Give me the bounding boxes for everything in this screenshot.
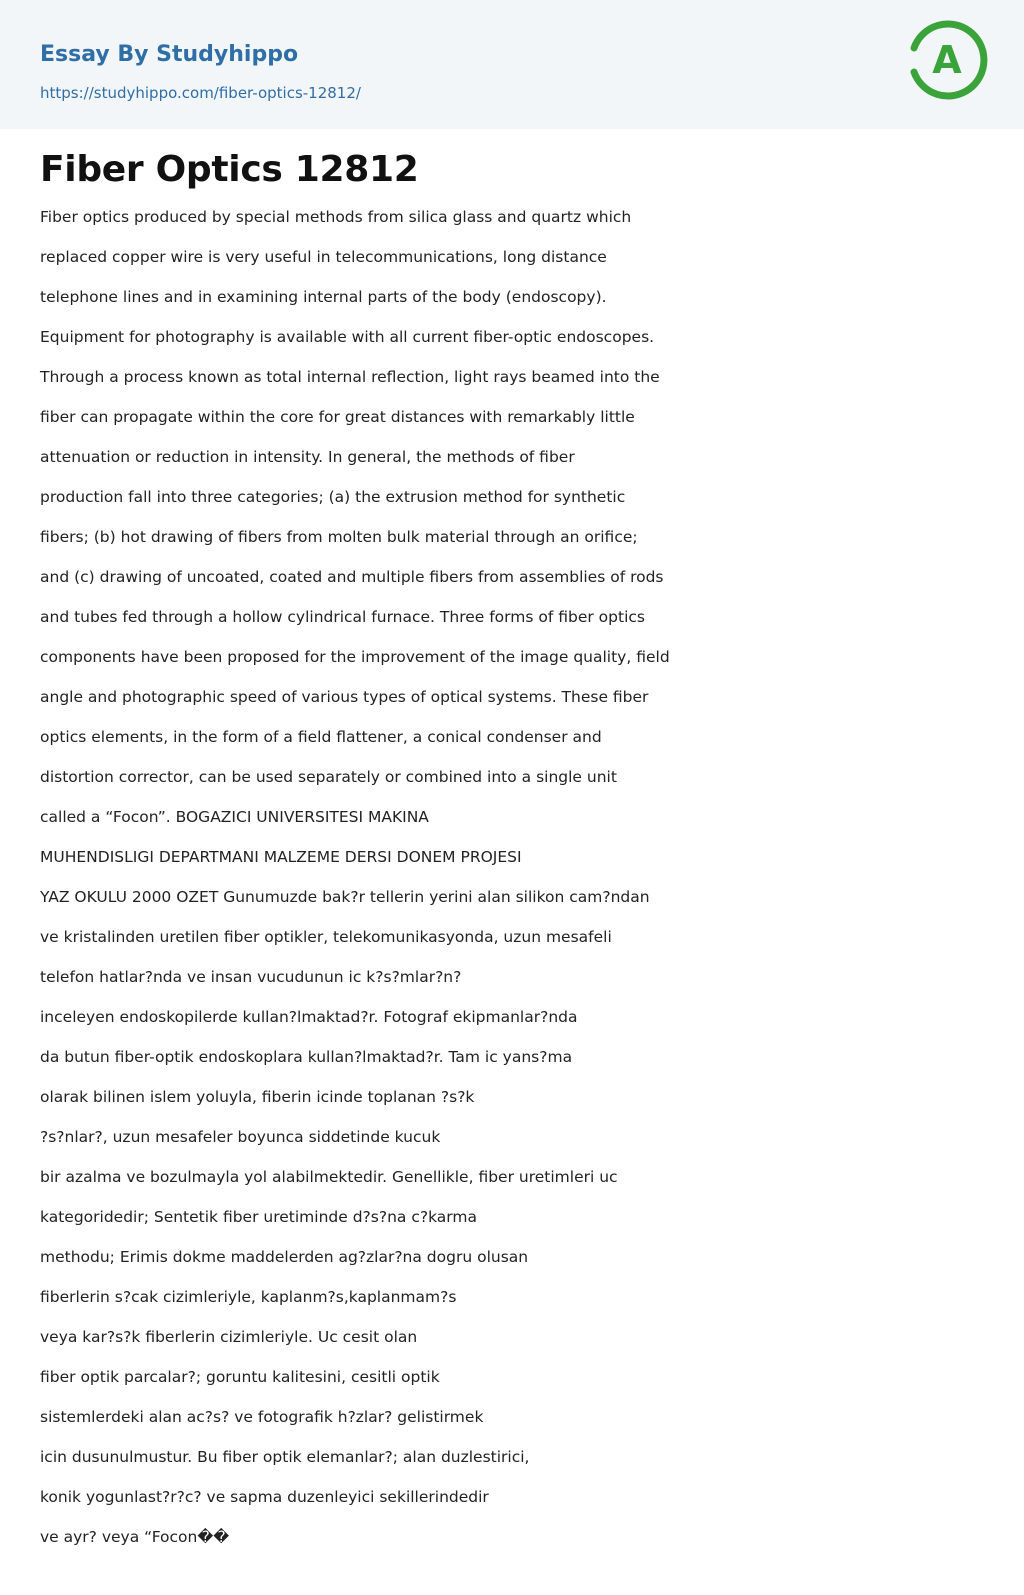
essay-line: and tubes fed through a hollow cylindrical furnace. Three forms of fiber optics (40, 608, 645, 626)
essay-line: bir azalma ve bozulmayla yol alabilmektedir. Genellikle, fiber uretimleri uc (40, 1168, 618, 1186)
essay-content (0, 129, 1024, 1557)
essay-body (40, 197, 984, 1557)
essay-line: angle and photographic speed of various types of optical systems. These fiber (40, 688, 649, 706)
essay-line: da butun fiber-optik endoskoplara kullan?lmaktad?r. Tam ic yans?ma (40, 1048, 573, 1066)
logo-letter: A (932, 38, 962, 82)
essay-line: fiber can propagate within the core for great distances with remarkably little (40, 408, 635, 426)
essay-line: attenuation or reduction in intensity. In general, the methods of fiber (40, 448, 575, 466)
essay-line: YAZ OKULU 2000 OZET Gunumuzde bak?r tellerin yerini alan silikon cam?ndan (40, 888, 650, 906)
essay-line: methodu; Erimis dokme maddelerden ag?zlar?na dogru olusan (40, 1248, 529, 1266)
essay-line: optics elements, in the form of a field flattener, a conical condenser and (40, 728, 602, 746)
essay-line: telefon hatlar?nda ve insan vucudunun ic k?s?mlar?n? (40, 968, 462, 986)
essay-line: veya kar?s?k fiberlerin cizimleriyle. Uc cesit olan (40, 1328, 418, 1346)
essay-title: Fiber Optics 12812 (40, 149, 419, 190)
essay-line: olarak bilinen islem yoluyla, fiberin icinde toplanan ?s?k (40, 1088, 475, 1106)
essay-line: Through a process known as total internal reflection, light rays beamed into the (40, 368, 660, 386)
site-header (0, 0, 1024, 129)
essay-line: ?s?nlar?, uzun mesafeler boyunca siddetinde kucuk (40, 1128, 441, 1146)
essay-line: production fall into three categories; (a) the extrusion method for synthetic (40, 488, 626, 506)
essay-line: sistemlerdeki alan ac?s? ve fotografik h?zlar? gelistirmek (40, 1408, 484, 1426)
essay-line: components have been proposed for the improvement of the image quality, field (40, 648, 670, 666)
essay-line: MUHENDISLIGI DEPARTMANI MALZEME DERSI DONEM PROJESI (40, 848, 522, 866)
essay-line: replaced copper wire is very useful in telecommunications, long distance (40, 248, 607, 266)
essay-line: ve ayr? veya “Focon�� (40, 1528, 230, 1546)
essay-line: Fiber optics produced by special methods from silica glass and quartz which (40, 208, 632, 226)
essay-line: fibers; (b) hot drawing of fibers from molten bulk material through an orifice; (40, 528, 638, 546)
essay-line: distortion corrector, can be used separately or combined into a single unit (40, 768, 617, 786)
essay-line: telephone lines and in examining internal parts of the body (endoscopy). (40, 288, 607, 306)
essay-line: called a “Focon”. BOGAZICI UNIVERSITESI MAKINA (40, 808, 429, 826)
brand-title[interactable]: Essay By Studyhippo (40, 42, 299, 67)
essay-line: ve kristalinden uretilen fiber optikler, telekomunikasyonda, uzun mesafeli (40, 928, 612, 946)
essay-line: fiberlerin s?cak cizimleriyle, kaplanm?s,kaplanmam?s (40, 1288, 457, 1306)
essay-line: konik yogunlast?r?c? ve sapma duzenleyici sekillerindedir (40, 1488, 489, 1506)
essay-line: kategoridedir; Sentetik fiber uretiminde d?s?na c?karma (40, 1208, 477, 1226)
essay-line: icin dusunulmustur. Bu fiber optik elemanlar?; alan duzlestirici, (40, 1448, 530, 1466)
essay-url-link[interactable]: https://studyhippo.com/fiber-optics-12812/ (40, 84, 361, 102)
studyhippo-logo-icon[interactable] (906, 18, 990, 102)
essay-line: fiber optik parcalar?; goruntu kalitesini, cesitli optik (40, 1368, 440, 1386)
essay-line: Equipment for photography is available with all current fiber-optic endoscopes. (40, 328, 655, 346)
essay-line: inceleyen endoskopilerde kullan?lmaktad?r. Fotograf ekipmanlar?nda (40, 1008, 578, 1026)
essay-line: and (c) drawing of uncoated, coated and multiple fibers from assemblies of rods (40, 568, 664, 586)
